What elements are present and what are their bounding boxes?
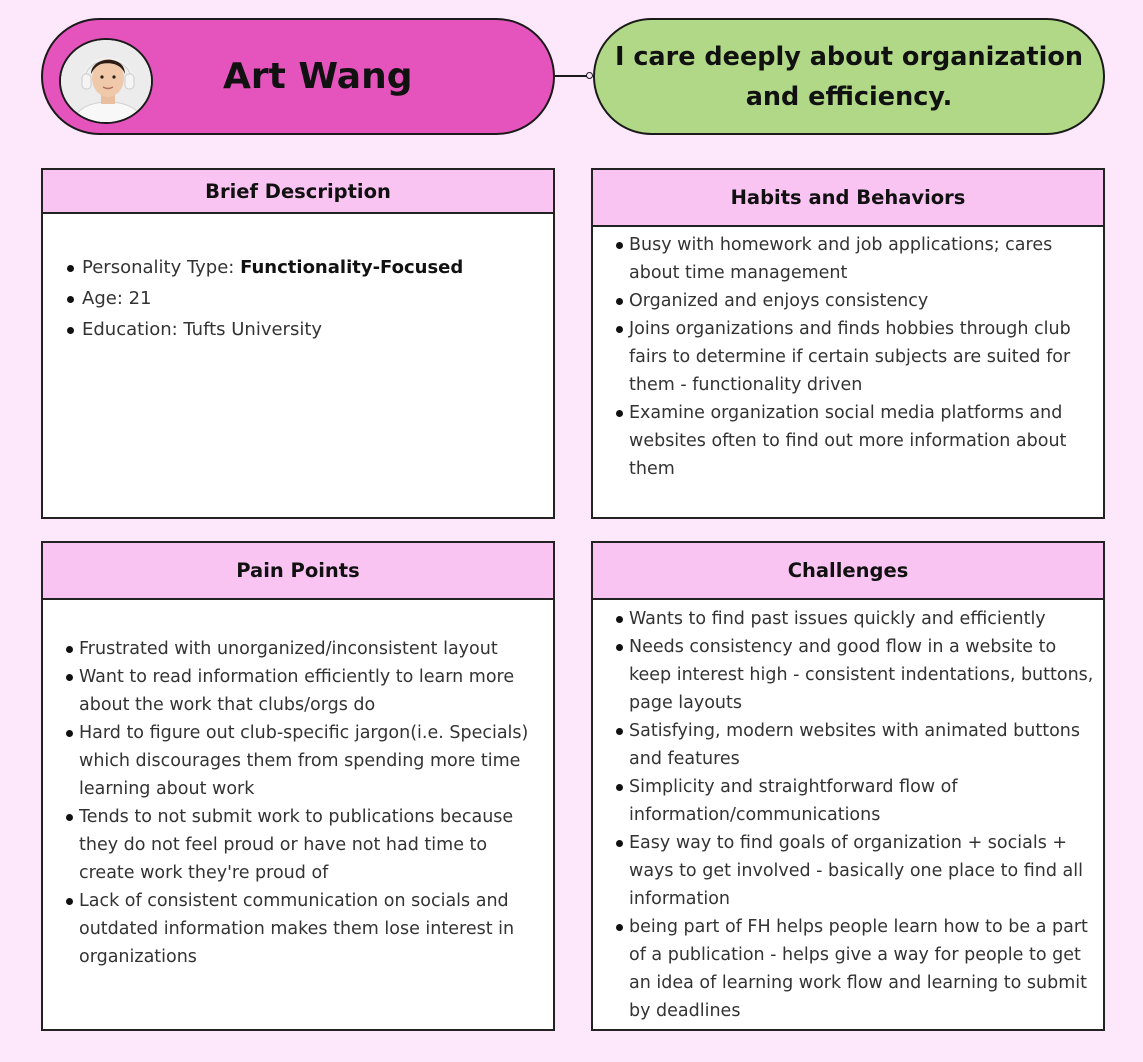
list-item: Examine organization social media platforms and websites often to find out more information about them <box>593 399 1097 483</box>
list-item <box>43 252 541 283</box>
list-item: Lack of consistent communication on socials and outdated information makes them lose interest in organizations <box>43 887 543 971</box>
brief-description-card <box>41 168 555 519</box>
challenges-list <box>593 605 1103 1025</box>
personality-value: Functionality-Focused <box>240 257 464 278</box>
brief-description-list <box>43 252 553 345</box>
list-item: Age: 21 <box>43 283 541 314</box>
list-item: Tends to not submit work to publications because they do not feel proud or have not had time to create work they're proud of <box>43 803 543 887</box>
list-item: Organized and enjoys consistency <box>593 287 1097 315</box>
connector-dot <box>586 72 593 79</box>
list-item: Simplicity and straightforward flow of information/communications <box>593 773 1097 829</box>
avatar-portrait <box>61 40 153 124</box>
pain-points-card <box>41 541 555 1031</box>
habits-behaviors-list <box>593 231 1103 483</box>
persona-name: Art Wang <box>223 56 413 97</box>
persona-quote-banner <box>593 18 1105 135</box>
pain-points-list <box>43 635 553 971</box>
personality-label: Personality Type: <box>82 257 241 278</box>
list-item: Want to read information efficiently to learn more about the work that clubs/orgs do <box>43 663 543 719</box>
list-item: Busy with homework and job applications; cares about time management <box>593 231 1097 287</box>
list-item: Wants to find past issues quickly and efficiently <box>593 605 1097 633</box>
pain-points-title: Pain Points <box>43 543 553 600</box>
list-item: Easy way to find goals of organization + socials + ways to get involved - basically one place to find all information <box>593 829 1097 913</box>
habits-behaviors-card <box>591 168 1105 519</box>
challenges-card <box>591 541 1105 1031</box>
persona-quote: I care deeply about organization and efficiency. <box>614 41 1084 112</box>
list-item: Frustrated with unorganized/inconsistent layout <box>43 635 543 663</box>
persona-name-banner <box>41 18 555 135</box>
list-item: Education: Tufts University <box>43 314 541 345</box>
list-item: Satisfying, modern websites with animated buttons and features <box>593 717 1097 773</box>
brief-description-title: Brief Description <box>43 170 553 214</box>
list-item: Needs consistency and good flow in a website to keep interest high - consistent indentations, buttons, page layouts <box>593 633 1097 717</box>
avatar <box>59 38 153 124</box>
list-item: Hard to figure out club-specific jargon(i.e. Specials) which discourages them from spending more time learning about work <box>43 719 543 803</box>
list-item: being part of FH helps people learn how to be a part of a publication - helps give a way for people to get an idea of learning work flow and learning to submit by deadlines <box>593 913 1097 1025</box>
habits-behaviors-title: Habits and Behaviors <box>593 170 1103 227</box>
challenges-title: Challenges <box>593 543 1103 600</box>
list-item: Joins organizations and finds hobbies through club fairs to determine if certain subjects are suited for them - functionality driven <box>593 315 1097 399</box>
